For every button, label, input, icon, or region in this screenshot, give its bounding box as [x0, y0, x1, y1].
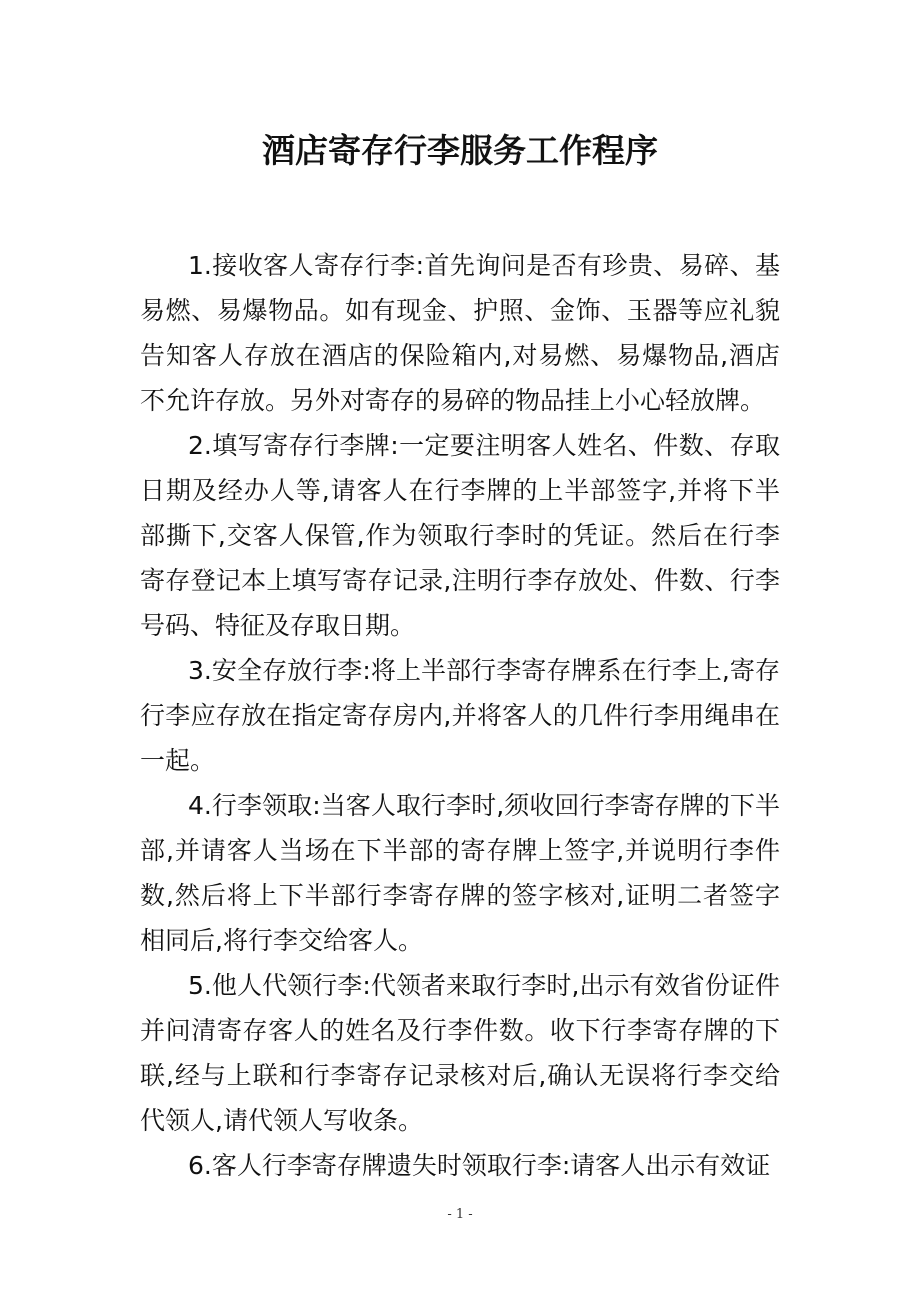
document-title: 酒店寄存行李服务工作程序 — [262, 131, 658, 170]
paragraph-5: 5.他人代领行李:代领者来取行李时,出示有效省份证件并问清寄存客人的姓名及行李件数。收下行李寄存牌的下联,经与上联和行李寄存记录核对后,确认无误将行李交给代领人,请代领人写收条。 — [140, 971, 780, 1135]
paragraph-3: 3.安全存放行李:将上半部行李寄存牌系在行李上,寄存行李应存放在指定寄存房内,并将客人的几件行李用绳串在一起。 — [140, 656, 780, 775]
paragraph-1: 1.接收客人寄存行李:首先询问是否有珍贵、易碎、基易燃、易爆物品。如有现金、护照、金饰、玉器等应礼貌告知客人存放在酒店的保险箱内,对易燃、易爆物品,酒店不允许存放。另外对寄存的易碎的物品挂上小心轻放牌。 — [140, 251, 780, 415]
paragraph-2: 2.填写寄存行李牌:一定要注明客人姓名、件数、存取日期及经办人等,请客人在行李牌的上半部签字,并将下半部撕下,交客人保管,作为领取行李时的凭证。然后在行李寄存登记本上填写寄存记录,注明行李存放处、件数、行李号码、特征及存取日期。 — [140, 431, 780, 640]
paragraph-4: 4.行李领取:当客人取行李时,须收回行李寄存牌的下半部,并请客人当场在下半部的寄存牌上签字,并说明行李件数,然后将上下半部行李寄存牌的签字核对,证明二者签字相同后,将行李交给客人。 — [140, 791, 780, 955]
paragraph-6: 6.客人行李寄存牌遗失时领取行李:请客人出示有效证 — [188, 1151, 771, 1180]
document-body — [140, 243, 780, 1188]
page-number: - 1 - — [447, 1207, 473, 1222]
